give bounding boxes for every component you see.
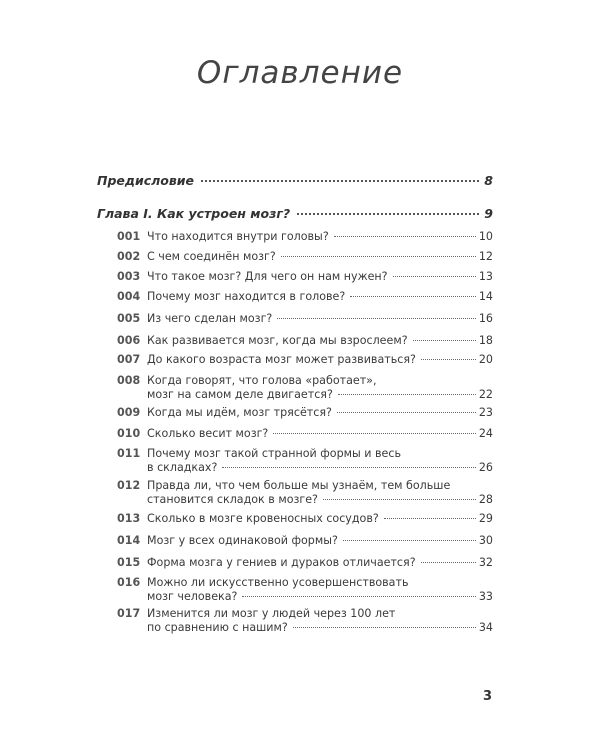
toc-entry-number: 014 xyxy=(117,534,141,547)
toc-entry-text: Что такое мозг? Для чего он нам нужен? xyxy=(147,270,388,283)
toc-entry-page: 24 xyxy=(478,427,493,440)
toc-entry-body xyxy=(147,270,493,284)
toc-entry-number: 004 xyxy=(117,290,141,303)
dot-leader xyxy=(338,394,476,395)
toc-entry-page: 20 xyxy=(478,353,493,366)
toc-entry-body xyxy=(147,576,493,604)
toc-entry-body xyxy=(147,406,493,420)
dot-leader xyxy=(277,318,476,319)
toc-entry-text: Можно ли искусственно усовершенствовать xyxy=(147,576,409,589)
toc-entry-number: 003 xyxy=(117,270,141,283)
toc-entry-page: 22 xyxy=(478,388,493,401)
toc-entry-text: Когда говорят, что голова «работает», xyxy=(147,374,377,387)
toc-major-label: Глава I. Как устроен мозг? xyxy=(97,206,291,221)
toc-major-page: 9 xyxy=(484,206,493,221)
toc-entry-text: Сколько весит мозг? xyxy=(147,427,269,440)
toc-entry-line xyxy=(147,461,493,475)
toc-chapter-1 xyxy=(97,206,493,221)
toc-entry-page: 28 xyxy=(478,493,493,506)
toc-entry-line xyxy=(147,388,493,402)
toc-entry-number: 008 xyxy=(117,374,141,387)
toc-preface xyxy=(97,173,493,188)
toc-entry-body xyxy=(147,250,493,264)
dot-leader xyxy=(323,499,476,500)
toc-entry-line xyxy=(147,556,493,570)
toc-entry-number: 006 xyxy=(117,334,141,347)
toc-entry-number: 015 xyxy=(117,556,141,569)
toc-entry-text: Форма мозга у гениев и дураков отличается? xyxy=(147,556,416,569)
toc-entry-line xyxy=(147,230,493,244)
toc-entry-page: 10 xyxy=(478,230,493,243)
toc-entry-body xyxy=(147,512,493,526)
toc-major-page: 8 xyxy=(484,173,493,188)
toc-entry-line xyxy=(147,479,493,493)
toc-entry-text: Почему мозг такой странной формы и весь xyxy=(147,447,402,460)
toc-entry-number: 017 xyxy=(117,607,141,620)
toc-entry-line xyxy=(147,447,493,461)
toc-entry-body xyxy=(147,290,493,304)
toc-entry-number: 001 xyxy=(117,230,141,243)
toc-entry-body xyxy=(147,374,493,402)
dot-leader xyxy=(201,180,479,182)
toc-entry-line xyxy=(147,621,493,635)
dot-leader xyxy=(293,627,476,628)
dot-leader xyxy=(421,562,476,563)
toc-entry-text: Изменится ли мозг у людей через 100 лет xyxy=(147,607,396,620)
toc-entry-body xyxy=(147,427,493,441)
toc-entry-number: 010 xyxy=(117,427,141,440)
dot-leader xyxy=(273,433,476,434)
toc-entry-page: 33 xyxy=(478,590,493,603)
toc-entry-page: 16 xyxy=(478,312,493,325)
toc-entry-text: Сколько в мозге кровеносных сосудов? xyxy=(147,512,379,525)
toc-entry-body xyxy=(147,353,493,367)
toc-entry-page: 30 xyxy=(478,534,493,547)
toc-entry-page: 23 xyxy=(478,406,493,419)
toc-entry-line xyxy=(147,493,493,507)
dot-leader xyxy=(343,540,476,541)
toc-entry-line xyxy=(147,590,493,604)
dot-leader xyxy=(350,296,476,297)
toc-entry-text: становится складок в мозге? xyxy=(147,493,318,506)
dot-leader xyxy=(242,596,475,597)
toc-entry-body xyxy=(147,534,493,548)
toc-entry-page: 26 xyxy=(478,461,493,474)
toc-entry-body xyxy=(147,230,493,244)
toc-entry-number: 009 xyxy=(117,406,141,419)
toc-entry-body xyxy=(147,447,493,475)
toc-entry-number: 012 xyxy=(117,479,141,492)
dot-leader xyxy=(413,340,476,341)
toc-entry-text: Из чего сделан мозг? xyxy=(147,312,273,325)
toc-entry-line xyxy=(147,576,493,590)
toc-entry-number: 013 xyxy=(117,512,141,525)
toc-entry-number: 005 xyxy=(117,312,141,325)
toc-entry-text: Почему мозг находится в голове? xyxy=(147,290,346,303)
toc-entry-page: 12 xyxy=(478,250,493,263)
toc-entry-text: До какого возраста мозг может развиваться? xyxy=(147,353,416,366)
dot-leader xyxy=(297,213,479,215)
toc-entry-text: мозг на самом деле двигается? xyxy=(147,388,333,401)
toc-entry-line xyxy=(147,512,493,526)
dot-leader xyxy=(222,467,475,468)
toc-entry-page: 13 xyxy=(478,270,493,283)
toc-entry-body xyxy=(147,312,493,326)
dot-leader xyxy=(393,276,476,277)
toc-entry-line xyxy=(147,270,493,284)
toc-entry-text: Правда ли, что чем больше мы узнаём, тем больше xyxy=(147,479,451,492)
toc-entry-page: 29 xyxy=(478,512,493,525)
dot-leader xyxy=(421,359,476,360)
toc-entry-text: Как развивается мозг, когда мы взрослеем? xyxy=(147,334,408,347)
page-number: 3 xyxy=(483,689,493,704)
toc-major-label: Предисловие xyxy=(97,173,195,188)
dot-leader xyxy=(384,518,476,519)
toc-entry-line xyxy=(147,427,493,441)
toc-entry-text: С чем соединён мозг? xyxy=(147,250,276,263)
dot-leader xyxy=(337,412,476,413)
toc-entry-line xyxy=(147,374,493,388)
toc-entry-number: 016 xyxy=(117,576,141,589)
toc-entry-number: 007 xyxy=(117,353,141,366)
toc-entry-line xyxy=(147,534,493,548)
toc-entry-line xyxy=(147,607,493,621)
toc-entry-page: 14 xyxy=(478,290,493,303)
toc-entry-line xyxy=(147,334,493,348)
toc-entry-text: Мозг у всех одинаковой формы? xyxy=(147,534,338,547)
toc-entry-text: Что находится внутри головы? xyxy=(147,230,329,243)
toc-entry-number: 011 xyxy=(117,447,141,460)
dot-leader xyxy=(281,256,476,257)
toc-entry-text: в складках? xyxy=(147,461,218,474)
toc-entry-text: по сравнению с нашим? xyxy=(147,621,288,634)
toc-entry-line xyxy=(147,353,493,367)
toc-entry-body xyxy=(147,334,493,348)
toc-entry-page: 32 xyxy=(478,556,493,569)
toc-entry-line xyxy=(147,312,493,326)
toc-entry-body xyxy=(147,607,493,635)
toc-entry-body xyxy=(147,479,493,507)
page-title: Оглавление xyxy=(196,55,404,91)
toc-entry-text: мозг человека? xyxy=(147,590,238,603)
toc-entry-text: Когда мы идём, мозг трясётся? xyxy=(147,406,332,419)
toc-entry-page: 18 xyxy=(478,334,493,347)
toc-entry-number: 002 xyxy=(117,250,141,263)
toc-entry-line xyxy=(147,406,493,420)
toc-entry-page: 34 xyxy=(478,621,493,634)
toc-entry-line xyxy=(147,250,493,264)
dot-leader xyxy=(334,236,476,237)
toc-entry-line xyxy=(147,290,493,304)
toc-entry-body xyxy=(147,556,493,570)
